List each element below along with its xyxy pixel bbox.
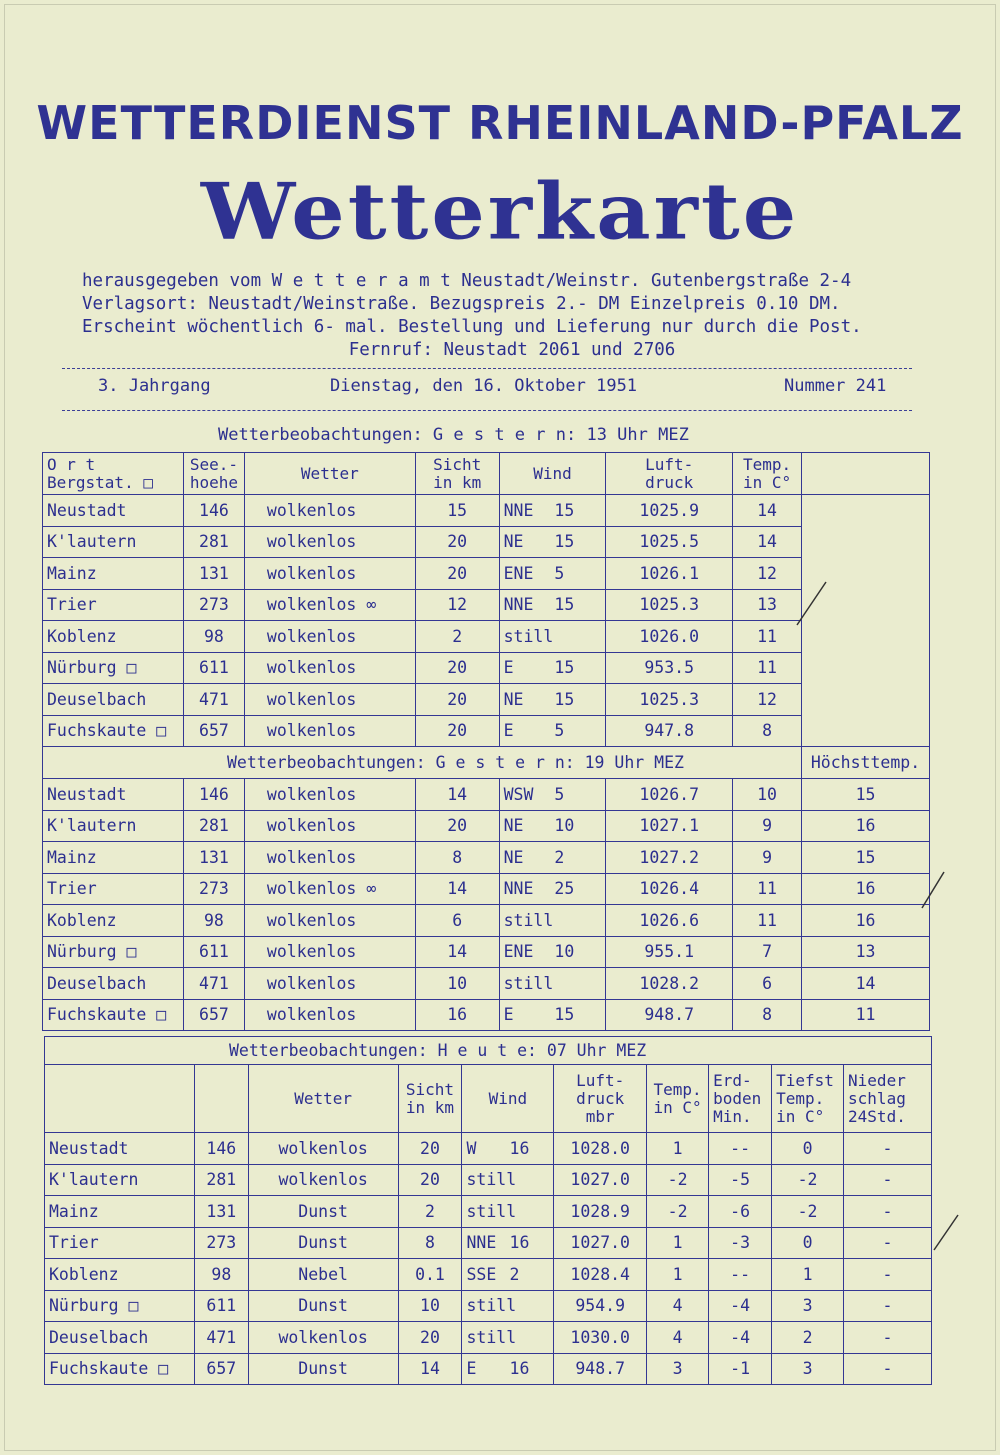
temperature-cell: 11 [733, 873, 802, 905]
temperature-cell: 8 [733, 715, 802, 747]
wind-speed: 15 [554, 532, 575, 552]
temperature-cell: 1 [647, 1227, 709, 1259]
weather-cell: wolkenlos [244, 558, 415, 590]
check-mark [934, 1215, 958, 1250]
station-height: 131 [194, 1196, 248, 1228]
temperature-cell: -2 [647, 1164, 709, 1196]
section3-title: Wetterbeobachtungen: H e u t e: 07 Uhr MEZ [45, 1037, 932, 1065]
pressure-cell: 1027.0 [554, 1227, 647, 1259]
station-height: 611 [183, 652, 244, 684]
wind-speed: 15 [554, 595, 575, 615]
visibility-cell: 20 [415, 652, 499, 684]
section1-title: Wetterbeobachtungen: G e s t e r n: 13 Uhr MEZ [218, 425, 689, 445]
wind-direction: ENE [503, 563, 534, 583]
issue-date: Dienstag, den 16. Oktober 1951 [330, 376, 638, 396]
visibility-cell: 10 [398, 1290, 462, 1322]
station-height: 146 [194, 1133, 248, 1165]
col-niederschlag: Nieder schlag 24Std. [844, 1065, 932, 1133]
weather-cell: Dunst [248, 1196, 398, 1228]
col-hoehe: See.- hoehe [183, 453, 244, 495]
ground-min-cell: -3 [709, 1227, 772, 1259]
visibility-cell: 8 [415, 842, 499, 874]
temperature-cell: 12 [733, 558, 802, 590]
station-height: 471 [183, 684, 244, 716]
col-erdboden: Erd- boden Min. [709, 1065, 772, 1133]
station-height: 98 [183, 905, 244, 937]
ground-min-cell: -- [709, 1133, 772, 1165]
station-name: Trier [43, 589, 184, 621]
pressure-cell: 1028.0 [554, 1133, 647, 1165]
col-sicht-today: Sicht in km [398, 1065, 462, 1133]
pressure-cell: 1026.0 [606, 621, 733, 653]
weather-cell: wolkenlos [244, 968, 415, 1000]
temperature-cell: 11 [733, 621, 802, 653]
ground-min-cell: -1 [709, 1353, 772, 1385]
station-name: Nürburg □ [45, 1290, 195, 1322]
frequency-line: Erscheint wöchentlich 6- mal. Bestellung und Lieferung nur durch die Post. [82, 317, 862, 337]
volume-label: 3. Jahrgang [98, 376, 211, 396]
visibility-cell: 20 [398, 1164, 462, 1196]
wind-direction: still [503, 626, 554, 646]
pressure-cell: 1030.0 [554, 1322, 647, 1354]
min-temperature-cell: -2 [772, 1196, 844, 1228]
wind-direction: NE [503, 532, 524, 552]
station-name: Mainz [45, 1196, 195, 1228]
station-name: Mainz [43, 842, 184, 874]
min-temperature-cell: 3 [772, 1290, 844, 1322]
col-druck: Luft- druck [606, 453, 733, 495]
min-temperature-cell: 2 [772, 1322, 844, 1354]
wind-direction: SSE [466, 1264, 497, 1284]
wind-direction: E [503, 1005, 514, 1025]
check-mark [797, 582, 826, 625]
weather-cell: wolkenlos [244, 684, 415, 716]
wind-speed: 5 [554, 784, 565, 804]
col-druck-today: Luft- druck mbr [554, 1065, 647, 1133]
station-height: 657 [183, 715, 244, 747]
min-temperature-cell: 0 [772, 1133, 844, 1165]
visibility-cell: 14 [415, 779, 499, 811]
precipitation-cell: - [844, 1259, 932, 1291]
weather-cell: wolkenlos ∞ [244, 873, 415, 905]
pressure-cell: 1027.1 [606, 810, 733, 842]
document-title: Wetterkarte [200, 165, 800, 258]
weather-cell: Dunst [248, 1290, 398, 1322]
station-name: Nürburg □ [43, 936, 184, 968]
max-temperature-cell: 14 [802, 968, 930, 1000]
pressure-cell: 1028.2 [606, 968, 733, 1000]
station-name: Neustadt [45, 1133, 195, 1165]
station-height: 131 [183, 558, 244, 590]
wind-speed: 15 [554, 689, 575, 709]
pressure-cell: 953.5 [606, 652, 733, 684]
station-name: Nürburg □ [43, 652, 184, 684]
wind-direction: NE [503, 689, 524, 709]
service-title: WETTERDIENST RHEINLAND-PFALZ [36, 96, 964, 150]
weather-cell: wolkenlos [248, 1322, 398, 1354]
wind-direction: ENE [503, 942, 534, 962]
wind-direction: still [503, 910, 554, 930]
visibility-cell: 0.1 [398, 1259, 462, 1291]
station-name: Deuselbach [43, 968, 184, 1000]
station-name: Fuchskaute □ [45, 1353, 195, 1385]
weather-cell: wolkenlos [244, 652, 415, 684]
wind-direction: W [466, 1138, 477, 1158]
station-name: K'lautern [43, 526, 184, 558]
station-name: K'lautern [45, 1164, 195, 1196]
pressure-cell: 1027.2 [606, 842, 733, 874]
station-height: 657 [194, 1353, 248, 1385]
wind-speed: 10 [554, 816, 575, 836]
pressure-cell: 1025.9 [606, 495, 733, 527]
pressure-cell: 1027.0 [554, 1164, 647, 1196]
temperature-cell: 4 [647, 1290, 709, 1322]
station-name: Neustadt [43, 495, 184, 527]
station-height: 611 [194, 1290, 248, 1322]
station-height: 98 [194, 1259, 248, 1291]
visibility-cell: 10 [415, 968, 499, 1000]
weather-cell: wolkenlos [244, 842, 415, 874]
visibility-cell: 20 [415, 715, 499, 747]
pressure-cell: 948.7 [554, 1353, 647, 1385]
station-height: 273 [183, 873, 244, 905]
pressure-cell: 1025.3 [606, 684, 733, 716]
wind-speed: 16 [509, 1359, 530, 1379]
temperature-cell: 9 [733, 810, 802, 842]
wind-direction: E [466, 1359, 477, 1379]
visibility-cell: 6 [415, 905, 499, 937]
temperature-cell: 7 [733, 936, 802, 968]
weather-cell: wolkenlos [244, 526, 415, 558]
ground-min-cell: -5 [709, 1164, 772, 1196]
visibility-cell: 20 [398, 1133, 462, 1165]
wind-speed: 16 [509, 1233, 530, 1253]
temperature-cell: 8 [733, 999, 802, 1031]
temperature-cell: 9 [733, 842, 802, 874]
col-ort: O r t Bergstat. □ [43, 453, 184, 495]
min-temperature-cell: 0 [772, 1227, 844, 1259]
wind-speed: 2 [554, 847, 565, 867]
precipitation-cell: - [844, 1353, 932, 1385]
weather-cell: wolkenlos [244, 810, 415, 842]
visibility-cell: 20 [415, 684, 499, 716]
weather-cell: Nebel [248, 1259, 398, 1291]
wind-speed: 10 [554, 942, 575, 962]
station-name: Neustadt [43, 779, 184, 811]
station-name: Mainz [43, 558, 184, 590]
visibility-cell: 20 [398, 1322, 462, 1354]
visibility-cell: 14 [415, 873, 499, 905]
pressure-cell: 948.7 [606, 999, 733, 1031]
station-name: Fuchskaute □ [43, 715, 184, 747]
col-wind-today: Wind [462, 1065, 554, 1133]
station-height: 131 [183, 842, 244, 874]
station-height: 471 [194, 1322, 248, 1354]
max-temperature-cell: 16 [802, 873, 930, 905]
pressure-cell: 1026.6 [606, 905, 733, 937]
ground-min-cell: -- [709, 1259, 772, 1291]
weather-cell: wolkenlos [244, 621, 415, 653]
check-mark [922, 872, 944, 908]
wind-speed: 5 [554, 563, 565, 583]
ground-min-cell: -6 [709, 1196, 772, 1228]
wind-speed: 15 [554, 1005, 575, 1025]
station-height: 657 [183, 999, 244, 1031]
weather-cell: wolkenlos [244, 779, 415, 811]
wind-direction: WSW [503, 784, 534, 804]
precipitation-cell: - [844, 1196, 932, 1228]
col-temp-today: Temp. in C° [647, 1065, 709, 1133]
precipitation-cell: - [844, 1164, 932, 1196]
visibility-cell: 20 [415, 526, 499, 558]
wind-speed: 2 [509, 1264, 520, 1284]
wind-direction: NNE [466, 1233, 497, 1253]
pressure-cell: 1028.4 [554, 1259, 647, 1291]
weather-cell: wolkenlos [244, 999, 415, 1031]
col-wind: Wind [499, 453, 606, 495]
pressure-cell: 1026.4 [606, 873, 733, 905]
col-hoechst: Höchsttemp. [802, 747, 930, 779]
station-height: 281 [194, 1164, 248, 1196]
station-name: Koblenz [43, 905, 184, 937]
max-temperature-cell: 15 [802, 842, 930, 874]
publisher-line: herausgegeben vom W e t t e r a m t Neustadt/Weinstr. Gutenbergstraße 2-4 [82, 271, 852, 291]
visibility-cell: 14 [415, 936, 499, 968]
visibility-cell: 16 [415, 999, 499, 1031]
ground-min-cell: -4 [709, 1322, 772, 1354]
station-name: Koblenz [45, 1259, 195, 1291]
station-name: Fuchskaute □ [43, 999, 184, 1031]
max-temperature-cell: 13 [802, 936, 930, 968]
pressure-cell: 1028.9 [554, 1196, 647, 1228]
temperature-cell: -2 [647, 1196, 709, 1228]
station-name: Koblenz [43, 621, 184, 653]
station-height: 146 [183, 495, 244, 527]
station-name: Trier [45, 1227, 195, 1259]
visibility-cell: 20 [415, 558, 499, 590]
pressure-cell: 1026.1 [606, 558, 733, 590]
station-height: 281 [183, 526, 244, 558]
visibility-cell: 20 [415, 810, 499, 842]
precipitation-cell: - [844, 1133, 932, 1165]
weather-cell: wolkenlos [248, 1164, 398, 1196]
min-temperature-cell: 1 [772, 1259, 844, 1291]
station-height: 273 [183, 589, 244, 621]
max-temperature-cell: 11 [802, 999, 930, 1031]
wind-direction: still [466, 1170, 517, 1190]
temperature-cell: 4 [647, 1322, 709, 1354]
max-temperature-cell: 16 [802, 810, 930, 842]
station-name: K'lautern [43, 810, 184, 842]
col-temp: Temp. in C° [733, 453, 802, 495]
phone-line: Fernruf: Neustadt 2061 und 2706 [348, 340, 676, 360]
weather-cell: wolkenlos [244, 936, 415, 968]
wind-direction: still [466, 1296, 517, 1316]
temperature-cell: 1 [647, 1259, 709, 1291]
wind-direction: still [466, 1327, 517, 1347]
temperature-cell: 14 [733, 495, 802, 527]
wind-direction: still [466, 1201, 517, 1221]
pressure-cell: 1026.7 [606, 779, 733, 811]
weather-cell: wolkenlos [244, 715, 415, 747]
min-temperature-cell: 3 [772, 1353, 844, 1385]
wind-direction: E [503, 721, 514, 741]
station-height: 611 [183, 936, 244, 968]
weather-cell: Dunst [248, 1353, 398, 1385]
pressure-cell: 954.9 [554, 1290, 647, 1322]
wind-speed: 15 [554, 500, 575, 520]
station-name: Deuselbach [45, 1322, 195, 1354]
temperature-cell: 11 [733, 652, 802, 684]
temperature-cell: 3 [647, 1353, 709, 1385]
precipitation-cell: - [844, 1290, 932, 1322]
visibility-cell: 15 [415, 495, 499, 527]
col-tiefst: Tiefst Temp. in C° [772, 1065, 844, 1133]
publishing-place-line: Verlagsort: Neustadt/Weinstraße. Bezugspreis 2.- DM Einzelpreis 0.10 DM. [82, 294, 841, 314]
visibility-cell: 14 [398, 1353, 462, 1385]
col-wetter: Wetter [244, 453, 415, 495]
precipitation-cell: - [844, 1322, 932, 1354]
temperature-cell: 6 [733, 968, 802, 1000]
precipitation-cell: - [844, 1227, 932, 1259]
weather-cell: wolkenlos [244, 905, 415, 937]
wind-direction: NNE [503, 500, 534, 520]
wind-direction: NE [503, 816, 524, 836]
weather-cell: Dunst [248, 1227, 398, 1259]
wind-direction: NE [503, 847, 524, 867]
weather-cell: wolkenlos [248, 1133, 398, 1165]
ground-min-cell: -4 [709, 1290, 772, 1322]
col-sicht: Sicht in km [415, 453, 499, 495]
visibility-cell: 2 [398, 1196, 462, 1228]
station-name: Deuselbach [43, 684, 184, 716]
temperature-cell: 1 [647, 1133, 709, 1165]
station-height: 273 [194, 1227, 248, 1259]
wind-speed: 5 [554, 721, 565, 741]
wind-direction: NNE [503, 879, 534, 899]
station-height: 471 [183, 968, 244, 1000]
section2-title: Wetterbeobachtungen: G e s t e r n: 19 Uhr MEZ [43, 747, 802, 779]
wind-speed: 25 [554, 879, 575, 899]
wind-direction: NNE [503, 595, 534, 615]
pressure-cell: 1025.3 [606, 589, 733, 621]
col-wetter-today: Wetter [248, 1065, 398, 1133]
issue-number: Nummer 241 [784, 376, 887, 396]
min-temperature-cell: -2 [772, 1164, 844, 1196]
pressure-cell: 947.8 [606, 715, 733, 747]
max-temperature-cell: 16 [802, 905, 930, 937]
visibility-cell: 2 [415, 621, 499, 653]
pressure-cell: 955.1 [606, 936, 733, 968]
temperature-cell: 14 [733, 526, 802, 558]
pressure-cell: 1025.5 [606, 526, 733, 558]
wind-speed: 15 [554, 658, 575, 678]
visibility-cell: 8 [398, 1227, 462, 1259]
temperature-cell: 10 [733, 779, 802, 811]
temperature-cell: 11 [733, 905, 802, 937]
wind-direction: E [503, 658, 514, 678]
station-height: 146 [183, 779, 244, 811]
weather-cell: wolkenlos ∞ [244, 589, 415, 621]
station-name: Trier [43, 873, 184, 905]
max-temperature-cell: 15 [802, 779, 930, 811]
wind-direction: still [503, 973, 554, 993]
station-height: 281 [183, 810, 244, 842]
station-height: 98 [183, 621, 244, 653]
temperature-cell: 12 [733, 684, 802, 716]
temperature-cell: 13 [733, 589, 802, 621]
weather-cell: wolkenlos [244, 495, 415, 527]
wind-speed: 16 [509, 1138, 530, 1158]
visibility-cell: 12 [415, 589, 499, 621]
